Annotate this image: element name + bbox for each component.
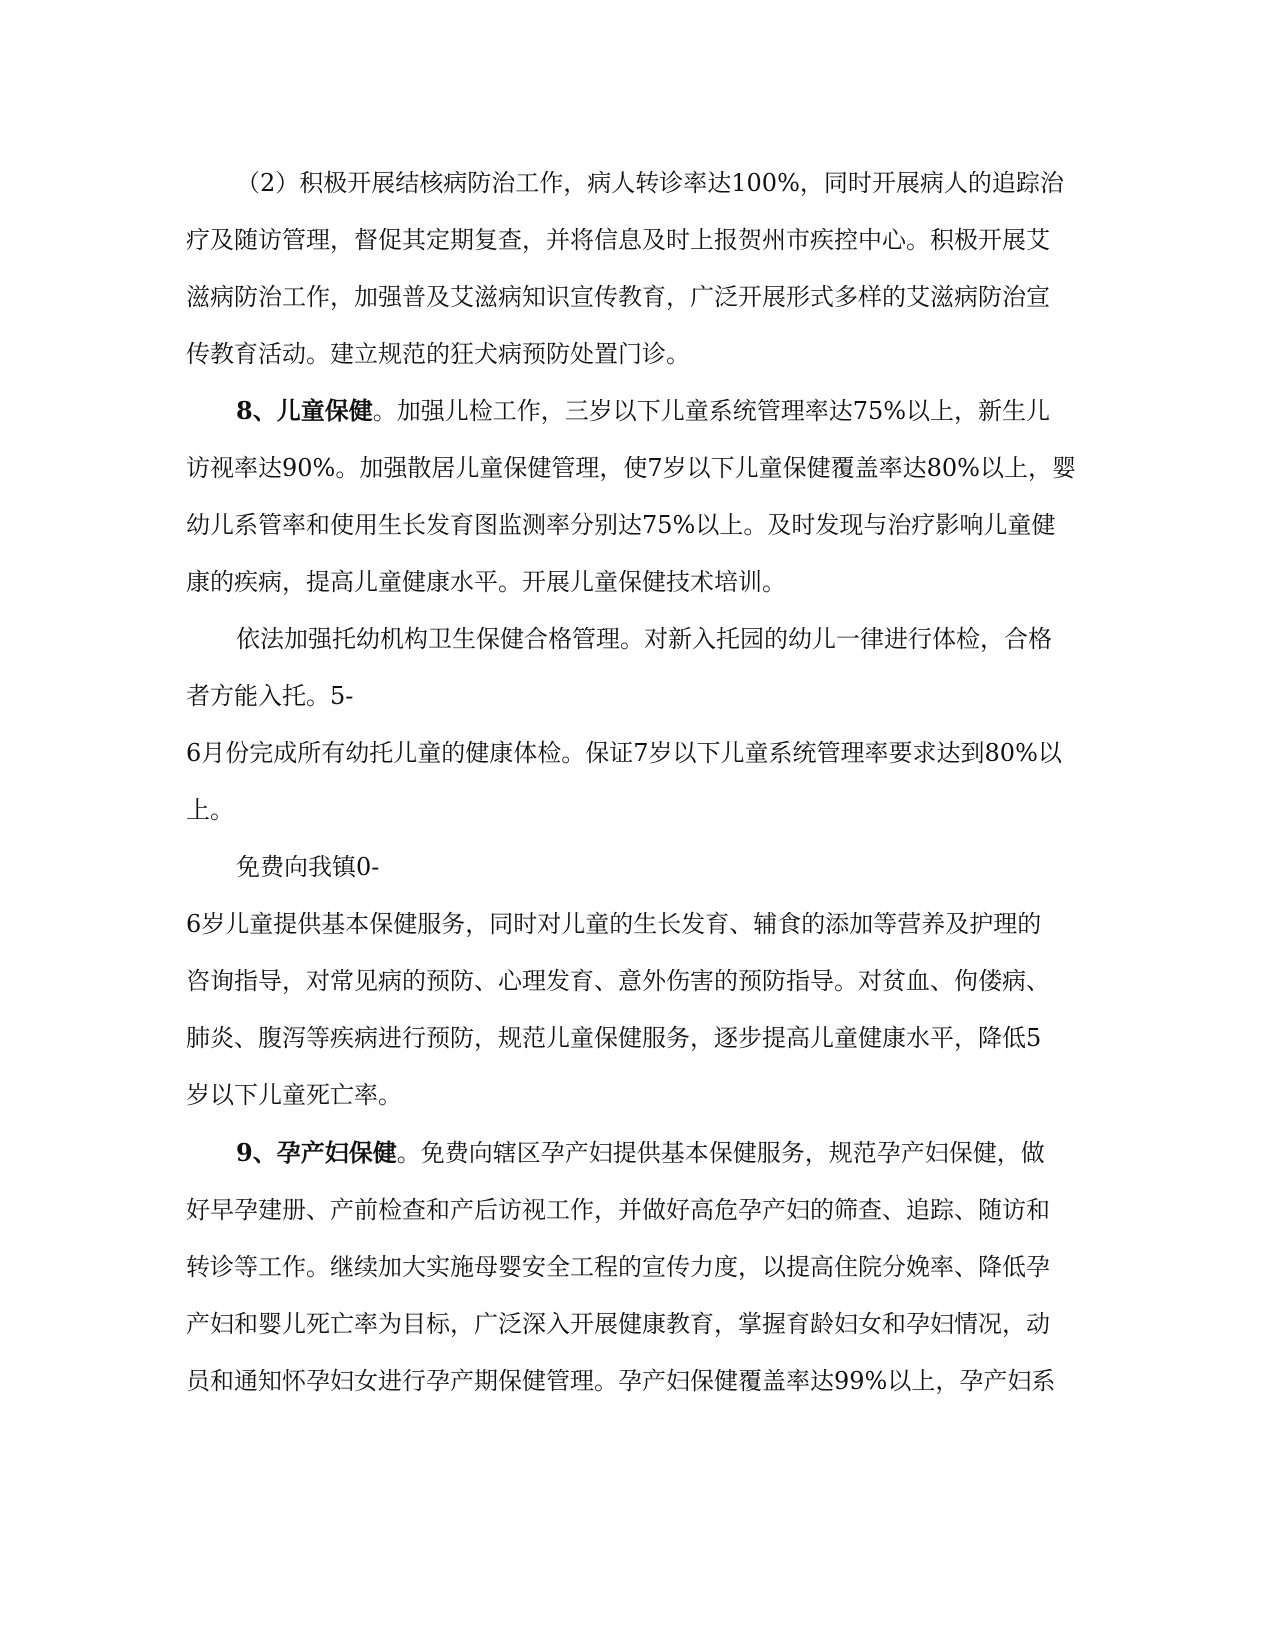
section-8-line <box>236 391 1050 431</box>
text-line: 滋病防治工作，加强普及艾滋病知识宣传教育，广泛开展形式多样的艾滋病防治宣 <box>186 283 1050 311</box>
text-line: 依法加强托幼机构卫生保健合格管理。对新入托园的幼儿一律进行体检，合格 <box>236 625 1052 653</box>
section-heading-maternal-health: 9、孕产妇保健 <box>236 1138 397 1167</box>
text-line: 肺炎、腹泻等疾病进行预防，规范儿童保健服务，逐步提高儿童健康水平，降低5 <box>186 1024 1042 1052</box>
text-span: 。加强儿检工作，三岁以下儿童系统管理率达75%以上，新生儿 <box>372 397 1051 425</box>
text-line: 6岁儿童提供基本保健服务，同时对儿童的生长发育、辅食的添加等营养及护理的 <box>186 910 1042 938</box>
text-line: 康的疾病，提高儿童健康水平。开展儿童保健技术培训。 <box>186 568 786 596</box>
section-9-line <box>236 1133 1045 1173</box>
text-line: 幼儿系管率和使用生长发育图监测率分别达75%以上。及时发现与治疗影响儿童健 <box>186 511 1056 539</box>
text-line: 岁以下儿童死亡率。 <box>186 1081 402 1109</box>
text-line: 6月份完成所有幼托儿童的健康体检。保证7岁以下儿童系统管理率要求达到80%以 <box>186 739 1062 767</box>
text-span: 。免费向辖区孕产妇提供基本保健服务，规范孕产妇保健，做 <box>396 1139 1045 1167</box>
text-line: 好早孕建册、产前检查和产后访视工作，并做好高危孕产妇的筛查、追踪、随访和 <box>186 1196 1050 1224</box>
text-line: 疗及随访管理，督促其定期复查，并将信息及时上报贺州市疾控中心。积极开展艾 <box>186 226 1050 254</box>
text-line: 访视率达90%。加强散居儿童保健管理，使7岁以下儿童保健覆盖率达80%以上，婴 <box>186 454 1076 482</box>
text-line: （2）积极开展结核病防治工作，病人转诊率达100%，同时开展病人的追踪治 <box>236 169 1064 197</box>
text-line: 咨询指导，对常见病的预防、心理发育、意外伤害的预防指导。对贫血、佝偻病、 <box>186 967 1050 995</box>
text-line: 者方能入托。5- <box>186 682 354 710</box>
text-line: 上。 <box>186 796 234 824</box>
section-heading-child-health: 8、儿童保健 <box>236 396 373 425</box>
text-line: 传教育活动。建立规范的狂犬病预防处置门诊。 <box>186 340 690 368</box>
text-line: 产妇和婴儿死亡率为目标，广泛深入开展健康教育，掌握育龄妇女和孕妇情况，动 <box>186 1310 1050 1338</box>
text-line: 转诊等工作。继续加大实施母婴安全工程的宣传力度，以提高住院分娩率、降低孕 <box>186 1253 1050 1281</box>
text-line: 免费向我镇0- <box>236 853 380 881</box>
text-line: 员和通知怀孕妇女进行孕产期保健管理。孕产妇保健覆盖率达99%以上，孕产妇系 <box>186 1367 1056 1395</box>
